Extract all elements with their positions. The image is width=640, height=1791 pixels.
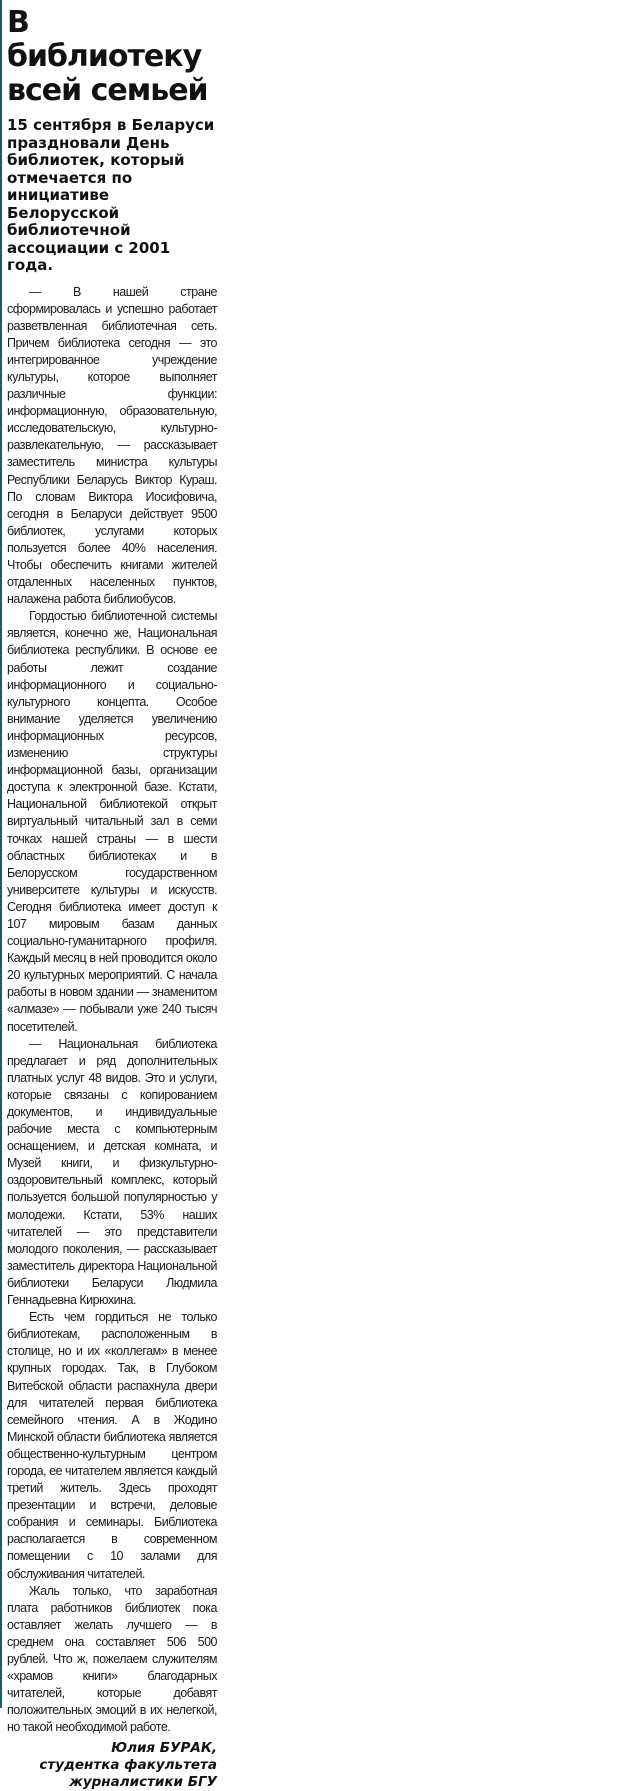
author-role: студентка факультета bbox=[39, 1757, 217, 1774]
article bbox=[7, 6, 217, 1791]
article-body bbox=[7, 284, 217, 1737]
author-name: Юлия БУРАК, bbox=[111, 1740, 217, 1757]
article-paragraph: — В нашей стране сформировалась и успешно работает разветвленная библиотечная сеть. Причем библиотека сегодня — это интегрированное учреждение культуры, которое выполняет различные функции: информационную, образовательную, исследовательскую, культурно-развлекательную, — рассказывает заместитель министра культуры Республики Беларусь Виктор Кураш. По словам Виктора Иосифовича, сегодня в Беларуси действует 9500 библиотек, услугами которых пользуется более 40% населения. Чтобы обеспечить книгами жителей отдаленных населенных пунктов, налажена работа библиобусов. bbox=[7, 284, 217, 607]
author-faculty: журналистики БГУ bbox=[69, 1774, 217, 1791]
article-paragraph: Есть чем гордиться не только библиотекам, расположенным в столице, но и их «коллегам» в менее крупных городах. Так, в Глубоком Витебской области распахнула двери для читателей первая библиотека семейного чтения. А в Жодино Минской области библиотека является общественно-культурным центром города, ее читателем является каждый третий житель. Здесь проходят презентации и встречи, деловые собрания и семинары. Библиотека располагается в современном помещении с 10 залами для обслуживания читателей. bbox=[7, 1310, 217, 1581]
page-edge-rule bbox=[0, 0, 2, 1708]
article-paragraph: Жаль только, что заработная плата работников библиотек пока оставляет желать лучшего — в среднем она составляет 506 500 рублей. Что ж, пожелаем служителям «храмов книги» благодарных читателей, которые добавят положительных эмоций в их нелегкой, но такой необходимой работе. bbox=[7, 1583, 217, 1735]
article-paragraph: Гордостью библиотечной системы является, конечно же, Национальная библиотека республики. В основе ее работы лежит создание информационного и социально-культурного концепта. Особое внимание уделяется увеличению информационных ресурсов, изменению структуры информационной базы, организации доступа к электронной базе. Кстати, Национальной библиотекой открыт виртуальный читальный зал в семи точках нашей страны — в шести областных библиотеках и в Белорусском государственном университете культуры и искусств. Сегодня библиотека имеет доступ к 107 мировым базам данных социально-гуманитарного профиля. Каждый месяц в ней проводится около 20 культурных мероприятий. С начала работы в новом здании — знаменитом «алмазе» — побывали уже 240 тысяч посетителей. bbox=[7, 609, 217, 1034]
article-headline: В библиотеку всей семьей bbox=[7, 5, 208, 108]
article-paragraph: — Национальная библиотека предлагает и ряд дополнительных платных услуг 48 видов. Это и услуги, которые связаны с копированием документов, и индивидуальные рабочие места с компьютерным оснащением, и детская комната, и Музей книги, и физкультурно-оздоровительный комплекс, который пользуется большой популярностью у молодежи. Кстати, 53% наших читателей — это представители молодого поколения, — рассказывает заместитель директора Национальной библиотеки Беларуси Людмила Геннадьевна Кирюхина. bbox=[7, 1036, 217, 1308]
article-lead: 15 сентября в Беларуси праздновали День библиотек, который отмечается по инициативе Белорусской библиотечной ассоциации с 2001 года. bbox=[7, 116, 215, 274]
author-byline bbox=[7, 1740, 217, 1791]
